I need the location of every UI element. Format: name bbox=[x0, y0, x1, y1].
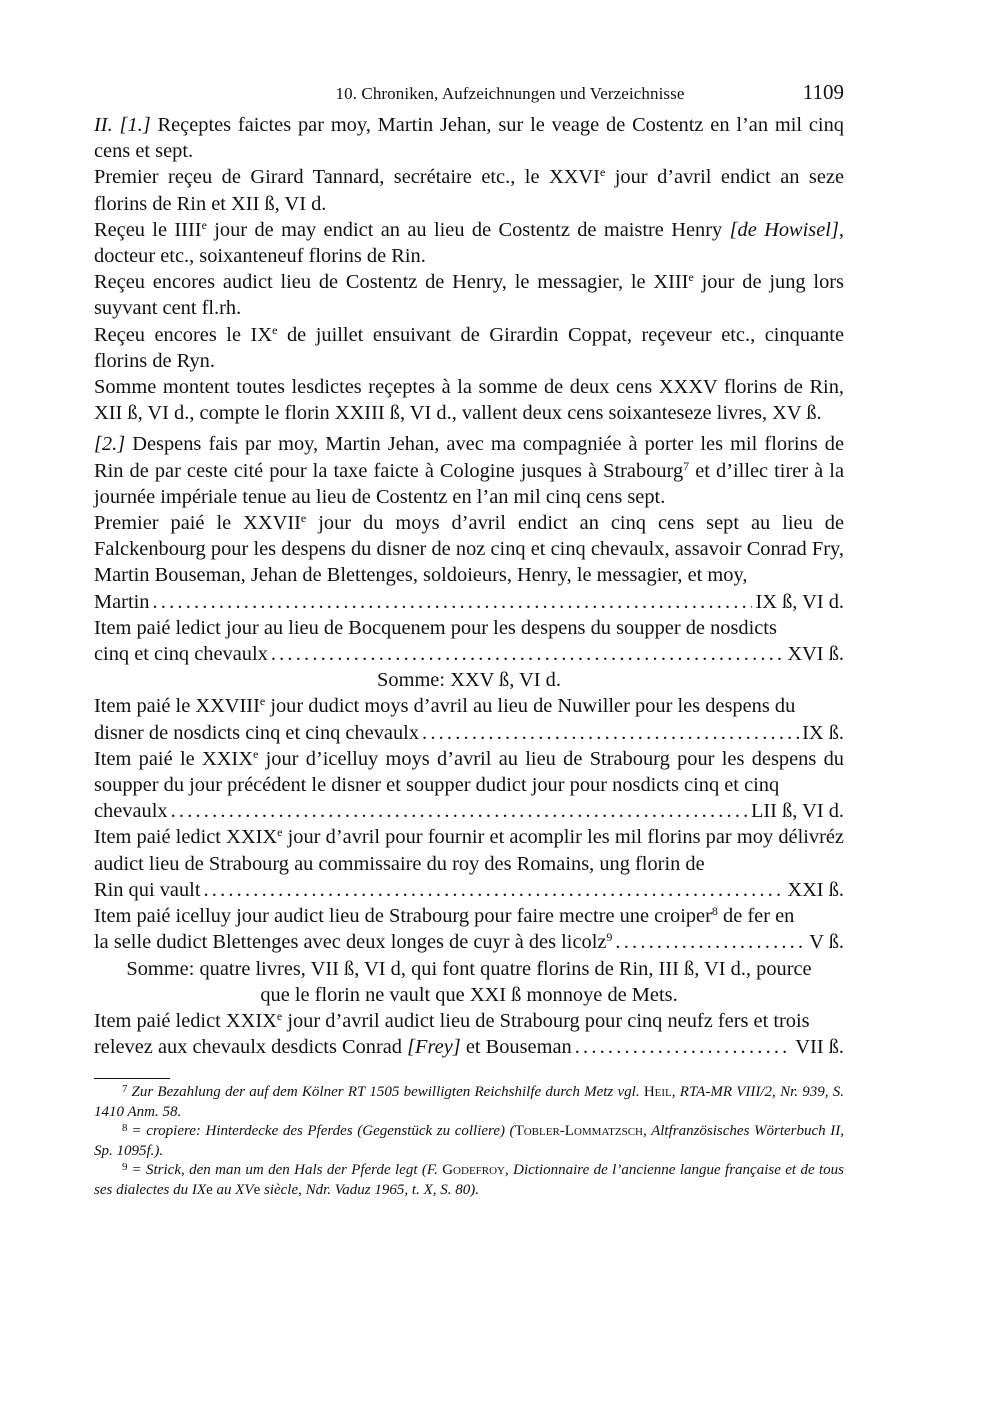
text: , docteur etc., soixanteneuf florins de Rin. bbox=[94, 218, 844, 268]
superscript: e bbox=[688, 270, 694, 285]
text: et d’illec tirer à la journée impériale tenue au lieu de Costentz en l’an mil cinq cens sept. bbox=[94, 459, 844, 508]
footnote-ref: 9 bbox=[606, 930, 613, 945]
text: Item paié le XXIX bbox=[94, 747, 253, 770]
paragraph-expense-7 bbox=[94, 1008, 844, 1034]
text: jour de may endict an au lieu de Costentz de maistre Henry bbox=[206, 218, 730, 241]
text: , RTA-MR VIII/2, Nr. 939, S. 1410 Anm. 58. bbox=[94, 1084, 845, 1120]
text: jour d’avril pour fournir et acomplir les mil florins par moy délivréz audict lieu de Strabourg au commissaire du roy des Romains, ung florin de bbox=[94, 826, 844, 875]
footnote-number: 7 bbox=[122, 1083, 128, 1096]
text: Premier paié le XXVII bbox=[94, 512, 301, 535]
amount: VII ß. bbox=[795, 1036, 844, 1059]
section-label: II. [1.] bbox=[94, 114, 151, 136]
text: , Dictionnaire de l’ancienne langue française et de tous ses dialectes du IX bbox=[94, 1162, 844, 1198]
text: = Strick, den man um den Hals der Pferde legt (F. bbox=[131, 1162, 443, 1179]
text: jour d’avril endict an seze florins de Rin et XII ß, VI d. bbox=[94, 166, 844, 215]
leader-dots bbox=[153, 589, 753, 615]
subtotal-2-line-1: Somme: quatre livres, VII ß, VI d, qui font quatre florins de Rin, III ß, VI d., pource bbox=[126, 957, 812, 980]
footnote-7 bbox=[94, 1083, 844, 1122]
text: jour du moys d’avril endict an cinq cens sept au lieu de Falckenbourg pour les despens du disner de noz cinq et cinq chevaulx, assavoir Conrad Fry, Martin Bouseman, Jehan de Blettenges, soldoieurs, Henry, le messagier, et moy, bbox=[94, 512, 844, 587]
paragraph-receipts-intro bbox=[94, 112, 844, 164]
text: Item paié le XXVIII bbox=[94, 695, 260, 718]
footnote-number: 9 bbox=[122, 1161, 128, 1174]
main-text bbox=[94, 112, 844, 1060]
superscript: e bbox=[272, 322, 278, 337]
leader-dots bbox=[615, 929, 806, 955]
editorial-insert: [de Howisel] bbox=[729, 218, 839, 241]
text: jour d’avril audict lieu de Strabourg pour cinq neufz fers et trois bbox=[282, 1009, 810, 1032]
superscript: e bbox=[300, 511, 307, 526]
superscript: e bbox=[252, 746, 259, 761]
text: Item paié ledict XXIX bbox=[94, 826, 278, 849]
paragraph-expense-3 bbox=[94, 693, 844, 719]
superscript: e bbox=[276, 1008, 283, 1023]
leader-dots bbox=[422, 720, 799, 746]
superscript: e bbox=[201, 217, 207, 232]
text: jour d’icelluy moys d’avril au lieu de Strabourg pour les despens du soupper du jour précédent le disner et soupper dudict jour pour nosdicts cinq et cinq bbox=[94, 747, 844, 797]
author-name: Tobler-Lommatzsch bbox=[514, 1123, 644, 1140]
amount: XVI ß. bbox=[787, 643, 844, 666]
running-head: 10. Chroniken, Aufzeichnungen und Verzeichnisse bbox=[335, 84, 685, 103]
paragraph-receipts-sum: Somme montent toutes lesdictes reçeptes à la somme de deux cens XXXV florins de Rin, XII ß, VI d., compte le florin XXIII ß, VI d., vallent deux cens soixanteseze livres, XV ß. bbox=[94, 376, 844, 425]
leader-dots bbox=[575, 1034, 793, 1060]
paragraph-expense-4 bbox=[94, 746, 844, 798]
superscript: e bbox=[253, 1181, 261, 1198]
page-number: 1109 bbox=[802, 80, 844, 104]
author-name: Godefroy bbox=[442, 1162, 506, 1179]
superscript: e bbox=[277, 825, 283, 840]
text: relevez aux chevaulx desdicts Conrad bbox=[94, 1036, 408, 1059]
leader-dots bbox=[171, 798, 748, 824]
text: , Altfranzösisches Wörterbuch II, Sp. 1095f.). bbox=[94, 1123, 844, 1159]
entry-line bbox=[94, 877, 844, 903]
text: la selle dudict Blettenges avec deux longes de cuyr à des licolz bbox=[94, 931, 607, 954]
paragraph-text: Reçeptes faictes par moy, Martin Jehan, sur le veage de Costentz en l’an mil cinq cens et sept. bbox=[94, 114, 844, 163]
text: Reçeu encores le IX bbox=[94, 323, 273, 346]
paragraph-expense-6 bbox=[94, 903, 844, 929]
text bbox=[94, 1034, 572, 1060]
editorial-insert: [Frey] bbox=[407, 1036, 461, 1059]
footnote-rule bbox=[94, 1078, 170, 1079]
author-name: Heil bbox=[643, 1084, 672, 1101]
text: et Bouseman bbox=[460, 1036, 572, 1059]
paragraph-expense-2: Item paié ledict jour au lieu de Bocquenem pour les despens du soupper de nosdicts bbox=[94, 616, 777, 639]
paragraph-expense-5 bbox=[94, 824, 844, 876]
leader-dots bbox=[203, 877, 784, 903]
footnote-8 bbox=[94, 1122, 844, 1161]
amount: IX ß, VI d. bbox=[755, 590, 844, 613]
section-label: [2.] bbox=[94, 433, 126, 456]
superscript: e bbox=[259, 694, 266, 709]
text: Zur Bezahlung der auf dem Kölner RT 1505 bewilligten Reichshilfe durch Metz vgl. bbox=[131, 1084, 644, 1101]
text: Item paié icelluy jour audict lieu de Strabourg pour faire mectre une croiper bbox=[94, 905, 712, 928]
subtotal-1: Somme: XXV ß, VI d. bbox=[377, 669, 561, 692]
footnote-number: 8 bbox=[122, 1122, 128, 1135]
superscript: e bbox=[206, 1181, 213, 1198]
text: de fer en bbox=[717, 905, 795, 928]
paragraph-receipt-2 bbox=[94, 217, 844, 269]
text: Rin qui vault bbox=[94, 878, 201, 901]
text: jour dudict moys d’avril au lieu de Nuwiller pour les despens du bbox=[265, 695, 796, 718]
entry-line bbox=[94, 1034, 844, 1060]
amount: XXI ß. bbox=[787, 878, 844, 901]
text: cinq et cinq chevaulx bbox=[94, 643, 268, 666]
text: Martin bbox=[94, 590, 150, 613]
entry-line bbox=[94, 641, 844, 667]
leader-dots bbox=[271, 641, 785, 667]
paragraph-receipt-1 bbox=[94, 164, 844, 216]
page-header bbox=[94, 74, 844, 112]
text: de juillet ensuivant de Girardin Coppat, reçeveur etc., cinquante florins de Ryn. bbox=[94, 323, 844, 372]
amount: V ß. bbox=[809, 931, 844, 954]
subtotal-2-line-2: que le florin ne vault que XXI ß monnoye de Mets. bbox=[260, 983, 678, 1006]
text: = cropiere: Hinterdecke des Pferdes (Gegenstück zu colliere) ( bbox=[131, 1123, 515, 1140]
text: Reçeu encores audict lieu de Costentz de Henry, le messagier, le XIII bbox=[94, 271, 689, 294]
paragraph-expense-1 bbox=[94, 510, 844, 589]
page bbox=[94, 74, 844, 1200]
text bbox=[94, 929, 612, 955]
paragraph-expenses-intro bbox=[94, 431, 844, 510]
text: disner de nosdicts cinq et cinq chevaulx bbox=[94, 721, 420, 744]
superscript: e bbox=[599, 165, 606, 180]
entry-line bbox=[94, 589, 844, 615]
amount: LII ß, VI d. bbox=[750, 800, 844, 823]
footnote-ref: 8 bbox=[711, 904, 718, 919]
text: au XV bbox=[212, 1181, 254, 1198]
footnote-9 bbox=[94, 1161, 844, 1200]
text: Despens fais par moy, Martin Jehan, avec ma compagniée à porter les mil florins de Rin de par ceste cité pour la taxe faicte à Cologine jusques à Strabourg bbox=[94, 433, 844, 482]
text: Premier reçeu de Girard Tannard, secrétaire etc., le XXVI bbox=[94, 166, 600, 189]
text: jour de jung lors suyvant cent fl.rh. bbox=[94, 271, 844, 320]
entry-line bbox=[94, 929, 844, 955]
paragraph-receipt-3 bbox=[94, 269, 844, 321]
text: Item paié ledict XXIX bbox=[94, 1009, 277, 1032]
text: chevaulx bbox=[94, 800, 168, 823]
text: Reçeu le IIII bbox=[94, 218, 202, 241]
footnotes bbox=[94, 1083, 844, 1200]
amount: IX ß. bbox=[802, 721, 844, 744]
footnote-ref: 7 bbox=[683, 458, 690, 473]
entry-line bbox=[94, 720, 844, 746]
text: siècle, Ndr. Vaduz 1965, t. X, S. 80). bbox=[260, 1181, 479, 1198]
paragraph-receipt-4 bbox=[94, 322, 844, 374]
entry-line bbox=[94, 798, 844, 824]
